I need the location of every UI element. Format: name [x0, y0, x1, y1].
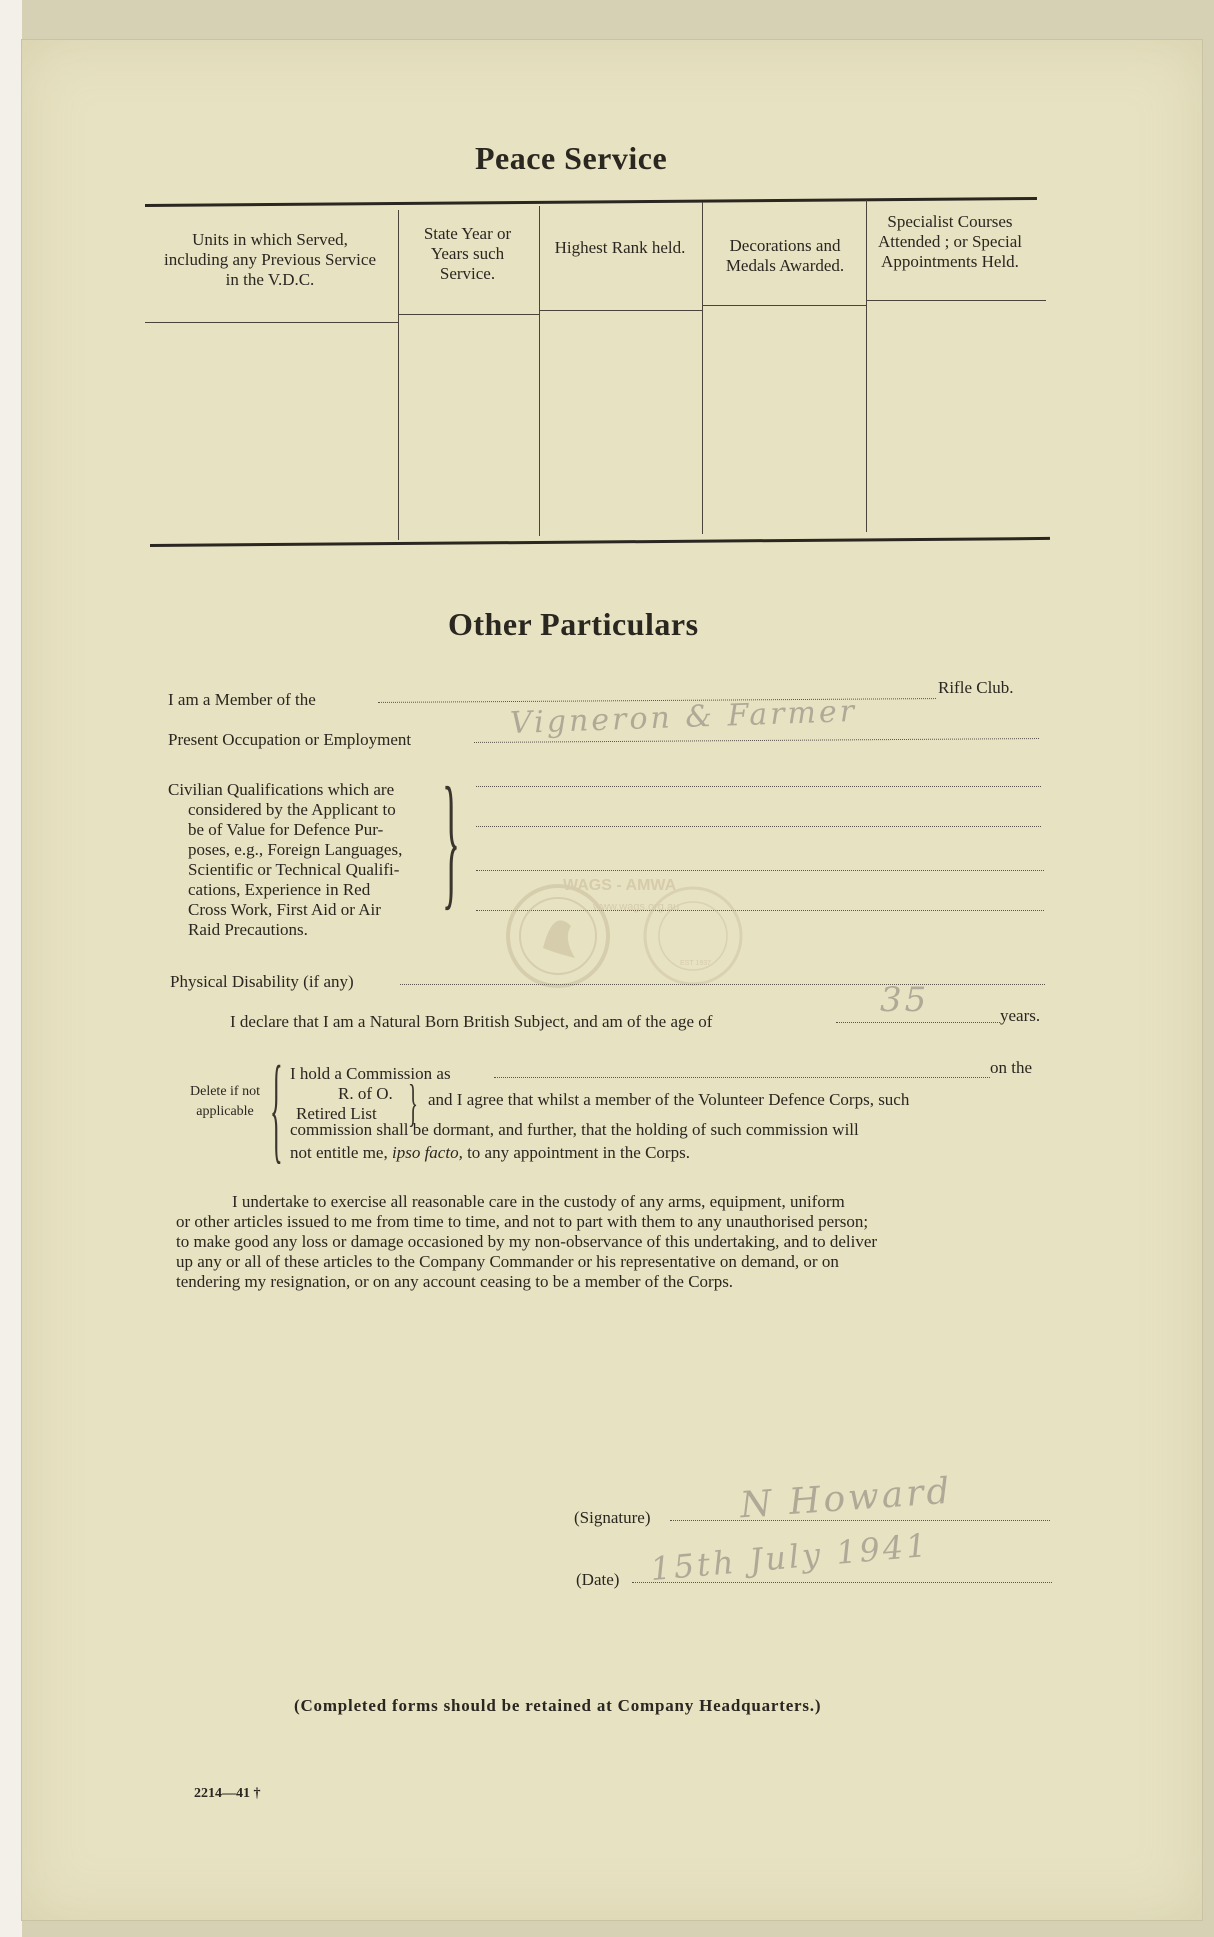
- footer-note: (Completed forms should be retained at Company Headquarters.): [294, 1696, 822, 1715]
- declaration-suffix: years.: [1000, 1006, 1041, 1025]
- occupation-handwriting: Vigneron & Farmer: [509, 693, 858, 742]
- col-header-decorations: Decorations and Medals Awarded.: [725, 236, 845, 275]
- occupation-label: Present Occupation or Employment: [168, 730, 412, 749]
- table-header-rule: [145, 322, 398, 323]
- date-handwriting: 15th July 1941: [648, 1525, 931, 1589]
- signature-label: (Signature): [574, 1508, 651, 1527]
- civilian-field-line[interactable]: [476, 786, 1041, 787]
- undertaking-line: to make good any loss or damage occasioned by my non-observance of this undertaking, and to deliver: [176, 1232, 878, 1251]
- commission-left-brace: {: [270, 1041, 283, 1174]
- col-header-years: State Year or Years such Service.: [423, 224, 512, 283]
- undertaking-line: or other articles issued to me from time to time, and not to part with them to any unauthorised person;: [176, 1212, 869, 1231]
- undertaking-line: I undertake to exercise all reasonable care in the custody of any arms, equipment, uniform: [232, 1192, 845, 1211]
- civilian-brace: }: [442, 757, 460, 923]
- civilian-line: cations, Experience in Red: [188, 880, 371, 899]
- disability-label: Physical Disability (if any): [170, 972, 354, 991]
- civilian-field-line[interactable]: [476, 826, 1041, 827]
- col-header-units: Units in which Served, including any Previous Service in the V.D.C.: [164, 230, 376, 289]
- date-label: (Date): [576, 1570, 620, 1589]
- table-header-rule: [539, 310, 702, 311]
- commission-text-4c: to any appointment in the Corps.: [467, 1143, 690, 1162]
- civilian-qualifications-label: [168, 780, 458, 940]
- table-col-divider: [539, 206, 540, 536]
- signature-handwriting: N Howard: [738, 1470, 954, 1527]
- table-col-divider: [398, 210, 399, 540]
- signature-field[interactable]: [670, 1520, 1050, 1521]
- undertaking-line: up any or all of these articles to the Company Commander or his representative on demand, or on: [176, 1252, 839, 1271]
- member-label: I am a Member of the: [168, 690, 316, 709]
- commission-option-retired: Retired List: [296, 1104, 377, 1123]
- commission-on-the: on the: [990, 1058, 1033, 1077]
- civilian-line: poses, e.g., Foreign Languages,: [188, 840, 403, 859]
- table-header-rule: [866, 300, 1046, 301]
- delete-note: Delete if not applicable: [190, 1084, 260, 1119]
- age-handwriting: 35: [880, 980, 930, 1020]
- watermark-seal-text: EST 1937: [680, 960, 712, 967]
- peace-service-title: Peace Service: [475, 140, 668, 176]
- civilian-line: Cross Work, First Aid or Air: [188, 900, 381, 919]
- commission-text-4: [290, 1143, 690, 1163]
- commission-text-4b: ipso facto,: [391, 1143, 463, 1162]
- table-col-divider: [702, 202, 703, 534]
- commission-option-ro: R. of O.: [338, 1084, 393, 1103]
- disability-field[interactable]: [400, 984, 1045, 985]
- undertaking-line: tendering my resignation, or on any account ceasing to be a member of the Corps.: [176, 1272, 734, 1291]
- table-header-rule: [398, 314, 539, 315]
- declaration-text: I declare that I am a Natural Born British Subject, and am of the age of: [230, 1012, 713, 1031]
- member-suffix: Rifle Club.: [938, 678, 1014, 697]
- watermark-seal: [493, 878, 748, 988]
- watermark-url: www.wags.org.au: [593, 901, 680, 913]
- watermark-text: WAGS - AMWA: [563, 878, 677, 894]
- civilian-line: Scientific or Technical Qualifi-: [188, 860, 400, 879]
- col-header-courses: Specialist Courses Attended ; or Special Appointments Held.: [878, 212, 1022, 271]
- commission-text-4a: not entitle me,: [290, 1143, 388, 1162]
- undertaking-paragraph: [176, 1192, 1056, 1292]
- civilian-line: Civilian Qualifications which are: [168, 780, 395, 799]
- commission-text-3: commission shall be dormant, and further, that the holding of such commission will: [290, 1120, 859, 1139]
- other-particulars-title: Other Particulars: [448, 606, 699, 642]
- col-header-rank: Highest Rank held.: [554, 238, 686, 257]
- commission-text-1: I hold a Commission as: [290, 1064, 451, 1083]
- civilian-line: be of Value for Defence Pur-: [188, 820, 384, 839]
- table-header-rule: [702, 305, 866, 306]
- civilian-field-line[interactable]: [476, 870, 1044, 871]
- commission-right-brace: }: [408, 1075, 418, 1132]
- commission-text-2: and I agree that whilst a member of the Volunteer Defence Corps, such: [428, 1090, 910, 1109]
- page-edge: [0, 0, 22, 1937]
- age-field[interactable]: [836, 1022, 1000, 1023]
- table-col-divider: [866, 200, 867, 532]
- civilian-line: Raid Precautions.: [188, 920, 308, 939]
- civilian-line: considered by the Applicant to: [188, 800, 396, 819]
- commission-field[interactable]: [494, 1077, 990, 1078]
- form-number: 2214—41 †: [194, 1786, 261, 1801]
